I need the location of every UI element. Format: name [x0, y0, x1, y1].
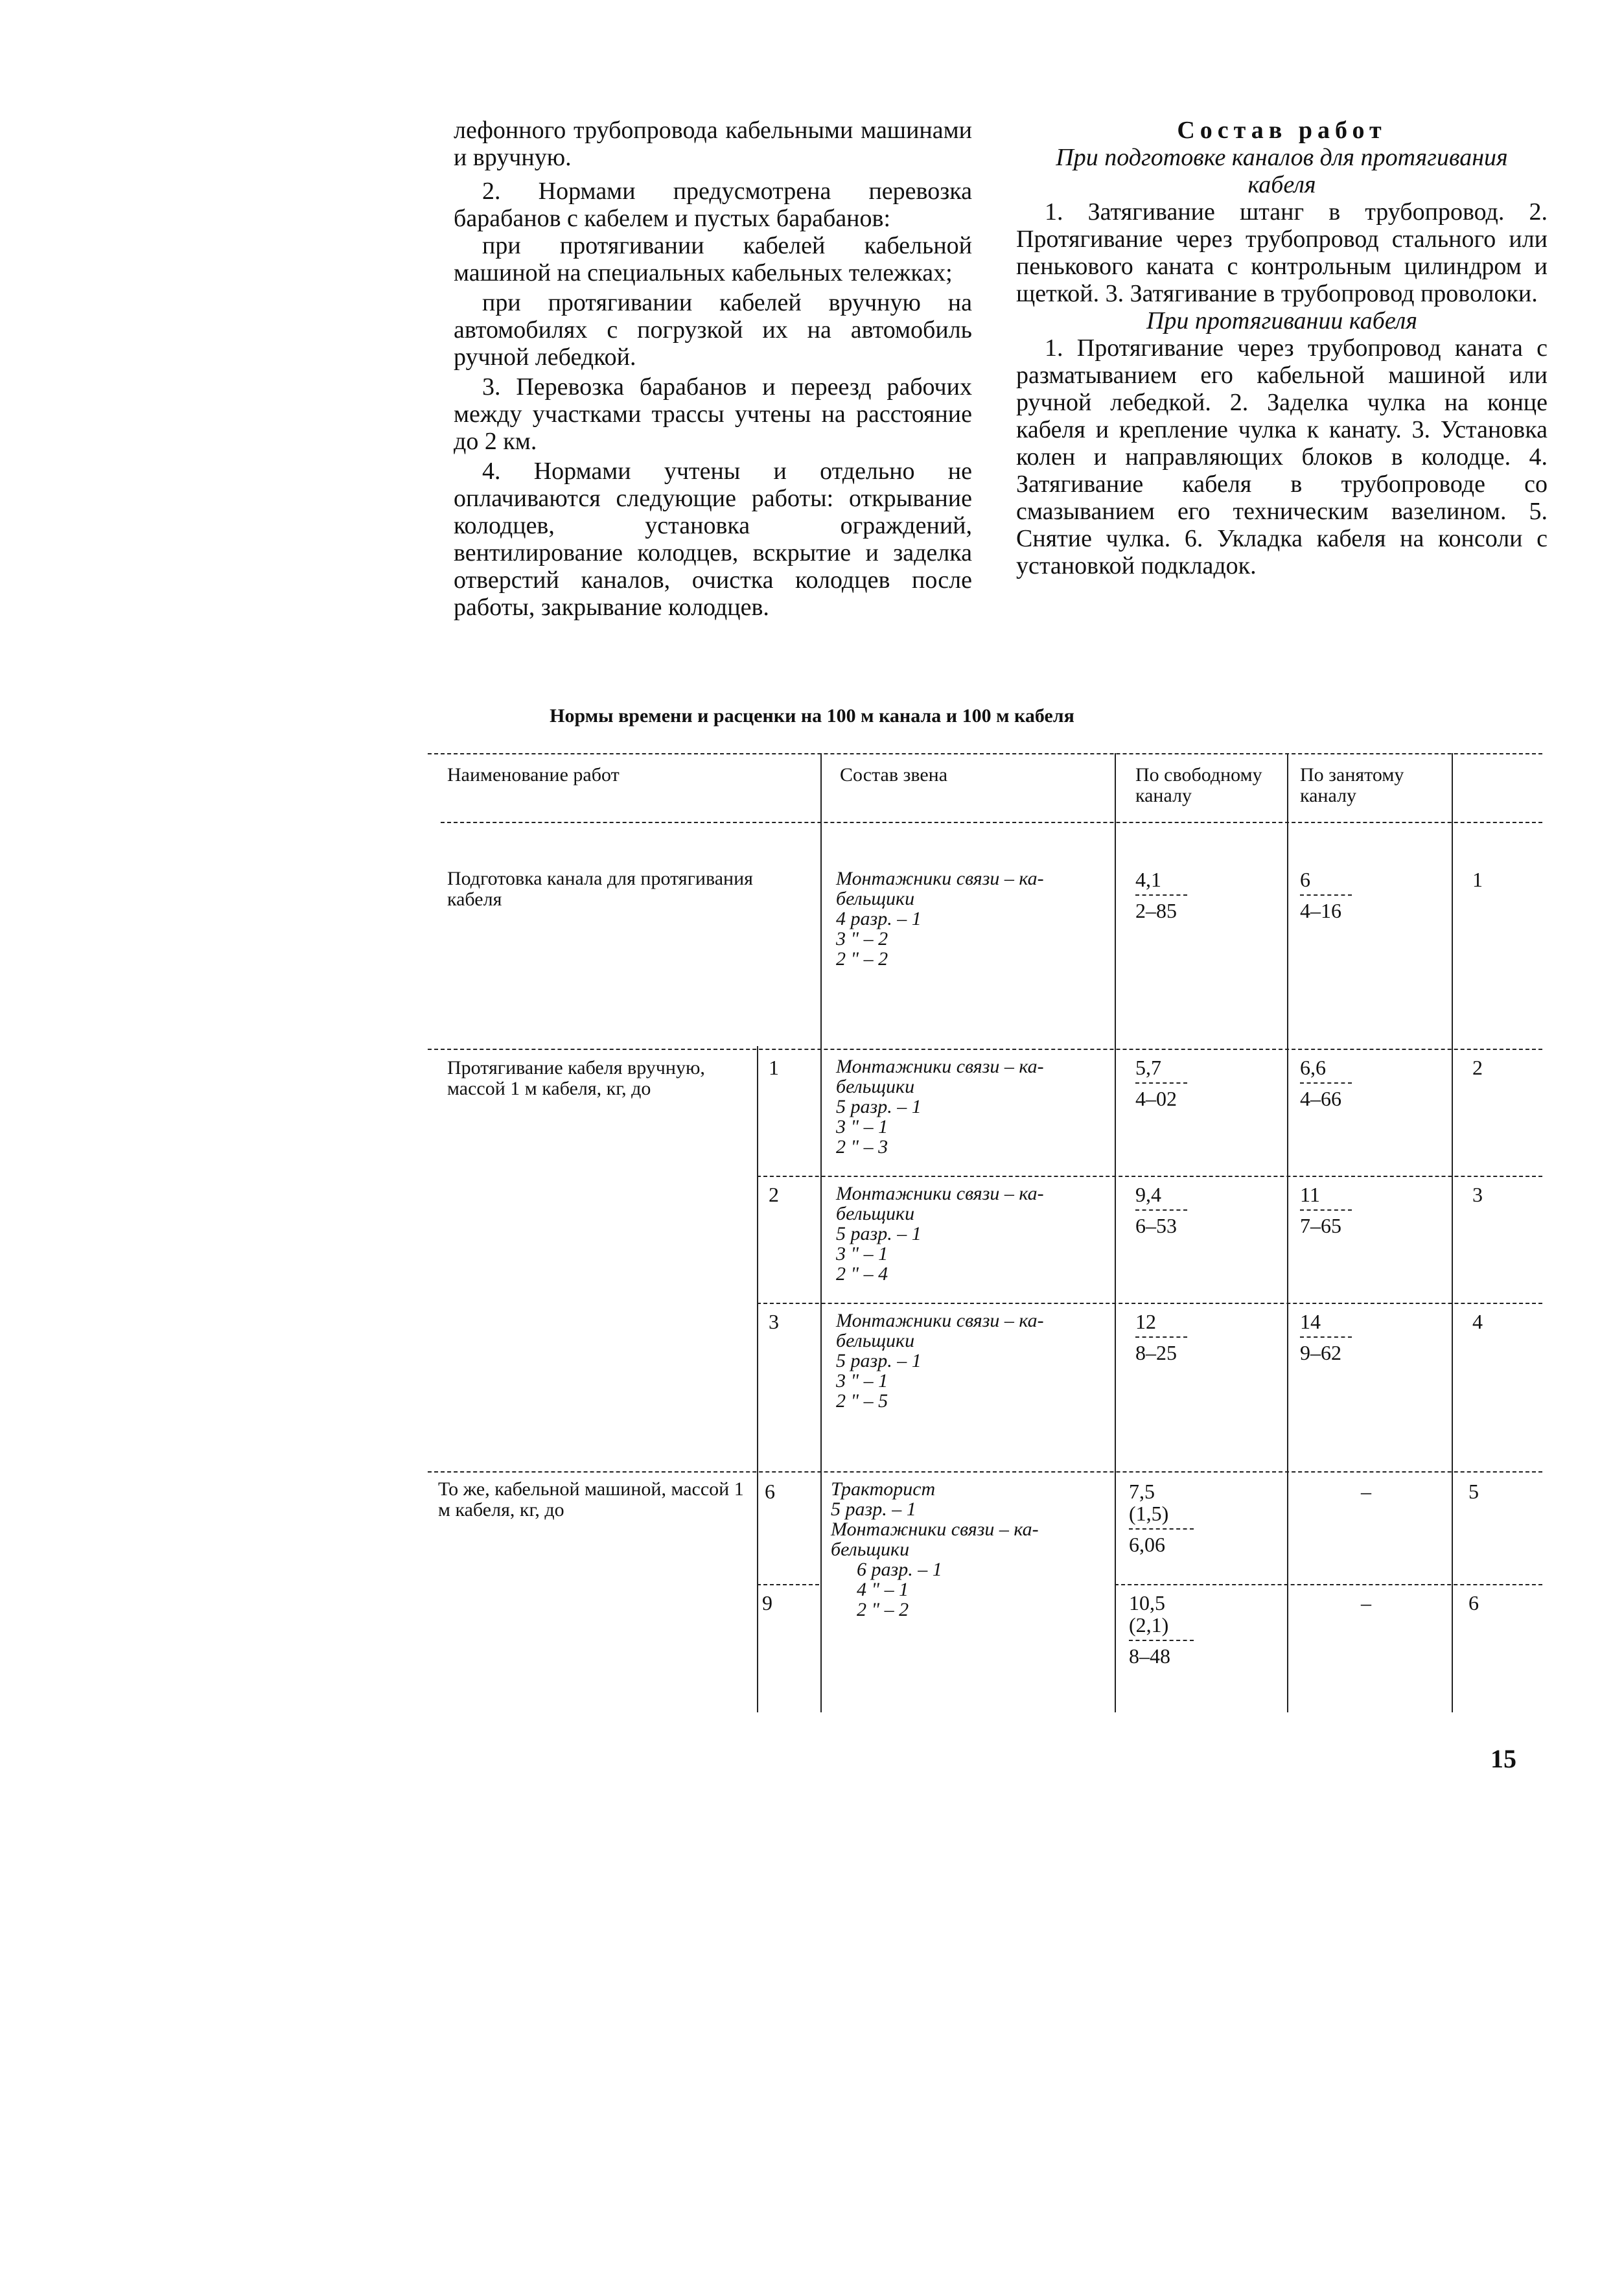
row-number: 6: [1468, 1591, 1479, 1614]
work-name: То же, кабельной машиной, массой 1 м кабеля, кг, до: [438, 1478, 744, 1521]
table-divider: [1115, 753, 1116, 1712]
mass-value: 1: [769, 1056, 779, 1079]
section-heading: Состав работ: [1177, 117, 1387, 144]
table-rule: [428, 1049, 1542, 1050]
paragraph: 1. Затягивание штанг в трубопровод. 2. Протягивание через трубопровод стального или пенькового каната с контрольным цилиндром и щеткой. 3. Затягивание в трубопровод проволоки.: [1016, 198, 1548, 307]
mass-value: 2: [769, 1183, 779, 1206]
free-norm: 5,7 4–02: [1135, 1056, 1187, 1110]
row-number: 1: [1472, 868, 1483, 891]
busy-norm: 14 9–62: [1300, 1311, 1352, 1364]
table-divider: [1452, 753, 1453, 1712]
subheading: При подготовке каналов для протягивания кабеля: [1056, 144, 1508, 198]
left-text-column: [454, 117, 972, 621]
table-rule: [757, 1303, 1542, 1304]
table-rule: [757, 1176, 1542, 1177]
busy-norm: 6 4–16: [1300, 868, 1352, 922]
header-free-channel: По свободному каналу: [1135, 764, 1262, 806]
paragraph: 2. Нормами предусмотрена перевозка барабанов с кабелем и пустых барабанов:: [454, 178, 972, 232]
crew-composition: Тракторист 5 разр. – 1 Монтажники связи – ка- бельщики 6 разр. – 1 4 " – 1 2 " – 2: [831, 1478, 1039, 1620]
free-norm: 4,1 2–85: [1135, 868, 1187, 922]
free-norm: 10,5 (2,1) 8–48: [1129, 1592, 1194, 1667]
table-title: Нормы времени и расценки на 100 м канала и 100 м кабеля: [550, 705, 1074, 727]
header-busy-channel: По занятому каналу: [1300, 764, 1404, 806]
header-crew: Состав звена: [840, 764, 948, 786]
mass-value: 3: [769, 1310, 779, 1333]
crew-composition: Монтажники связи – ка- бельщики 5 разр. – 1 3 " – 1 2 " – 5: [836, 1310, 1044, 1412]
busy-norm: 11 7–65: [1300, 1183, 1352, 1237]
paragraph: лефонного трубопровода кабельными машинами и вручную.: [454, 117, 972, 171]
subheading: При протягивании кабеля: [1146, 307, 1418, 334]
busy-norm: –: [1361, 1480, 1371, 1503]
row-number: 2: [1472, 1056, 1483, 1079]
crew-composition: Монтажники связи – ка- бельщики 5 разр. – 1 3 " – 1 2 " – 3: [836, 1056, 1044, 1158]
table-divider: [820, 753, 822, 1712]
table-divider: [757, 1046, 758, 1712]
work-name: Подготовка канала для протягивания кабеля: [447, 868, 753, 910]
page-number: 15: [1491, 1744, 1516, 1773]
mass-value: 6: [765, 1480, 775, 1503]
row-number: 3: [1472, 1183, 1483, 1206]
table-rule: [428, 1471, 1542, 1473]
free-norm: 9,4 6–53: [1135, 1183, 1187, 1237]
row-number: 4: [1472, 1310, 1483, 1333]
table-rule: [757, 1584, 819, 1585]
paragraph: 3. Перевозка барабанов и переезд рабочих между участками трассы учтены на расстояние до 2 км.: [454, 373, 972, 455]
table-divider: [1287, 753, 1288, 1712]
table-rule: [428, 753, 1542, 754]
crew-composition: Монтажники связи – ка- бельщики 5 разр. – 1 3 " – 1 2 " – 4: [836, 1183, 1044, 1285]
free-norm: 7,5 (1,5) 6,06: [1129, 1480, 1194, 1556]
free-norm: 12 8–25: [1135, 1311, 1187, 1364]
table-rule: [441, 822, 1542, 823]
paragraph: при протягивании кабелей вручную на автомобилях с погрузкой их на автомобиль ручной лебедкой.: [454, 289, 972, 371]
right-text-column: [1016, 117, 1548, 579]
crew-composition: Монтажники связи – ка- бельщики 4 разр. – 1 3 " – 2 2 " – 2: [836, 868, 1044, 970]
busy-norm: –: [1361, 1591, 1371, 1614]
paragraph: 4. Нормами учтены и отдельно не оплачиваются следующие работы: открывание колодцев, установка ограждений, вентилирование колодцев, вскрытие и заделка отверстий каналов, очистка колодцев после работы, закрывание колодцев.: [454, 458, 972, 621]
busy-norm: 6,6 4–66: [1300, 1056, 1352, 1110]
paragraph: при протягивании кабелей кабельной машиной на специальных кабельных тележках;: [454, 232, 972, 286]
table-rule: [1115, 1584, 1542, 1585]
work-name: Протягивание кабеля вручную, массой 1 м кабеля, кг, до: [447, 1057, 705, 1099]
row-number: 5: [1468, 1480, 1479, 1503]
paragraph: 1. Протягивание через трубопровод каната с разматыванием его кабельной машиной или ручной лебедкой. 2. Заделка чулка на конце кабеля и крепление чулка к канату. 3. Установка колен и направляющих блоков в колодце. 4. Затягивание кабеля в трубопроводе со смазыванием его техническим вазелином. 5. Снятие чулка. 6. Укладка кабеля на консоли с установкой подкладок.: [1016, 334, 1548, 579]
header-name: Наименование работ: [447, 764, 620, 786]
mass-value: 9: [762, 1591, 772, 1614]
